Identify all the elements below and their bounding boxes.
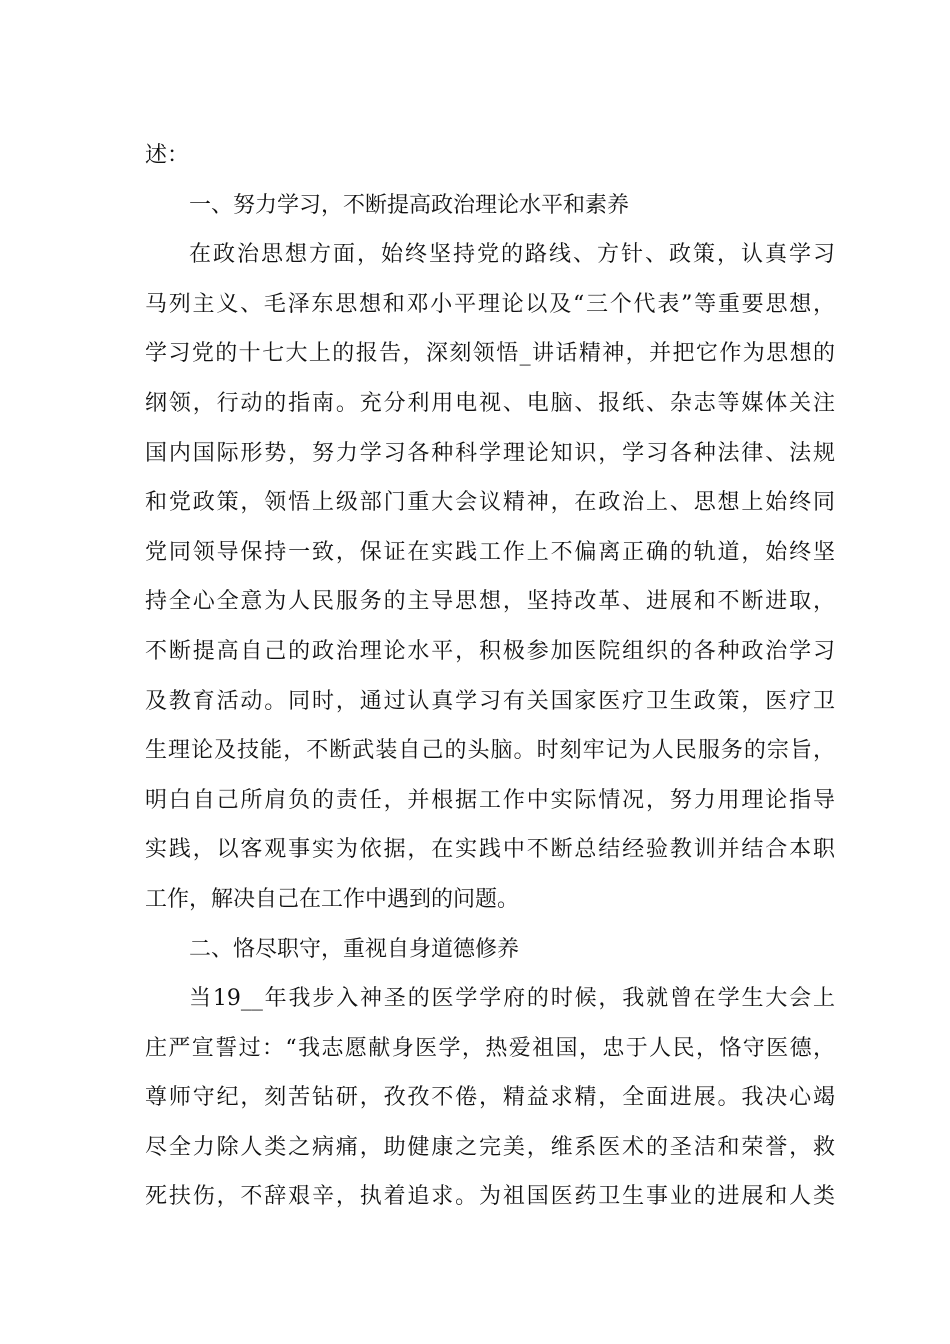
text-line: 不断提高自己的政治理论水平，积极参加医院组织的各种政治学习 <box>145 638 835 664</box>
text-line: 明白自己所肩负的责任，并根据工作中实际情况，努力用理论指导 <box>145 787 835 813</box>
text-line: 和党政策，领悟上级部门重大会议精神，在政治上、思想上始终同 <box>145 490 835 516</box>
text-line: 及教育活动。同时，通过认真学习有关国家医疗卫生政策，医疗卫 <box>145 688 835 714</box>
text-line: 一、努力学习，不断提高政治理论水平和素养 <box>189 192 630 218</box>
text-line: 庄严宣誓过：“我志愿献身医学，热爱祖国，忠于人民，恪守医德， <box>145 1035 835 1061</box>
text-line: 实践，以客观事实为依据，在实践中不断总结经验教训并结合本职 <box>145 837 835 863</box>
text-line: 持全心全意为人民服务的主导思想，坚持改革、进展和不断进取， <box>145 589 835 615</box>
document-body <box>145 131 835 1222</box>
text-line: 死扶伤，不辞艰辛，执着追求。为祖国医药卫生事业的进展和人类 <box>145 1184 835 1210</box>
text-line: 学习党的十七大上的报告，深刻领悟_讲话精神，并把它作为思想的 <box>145 341 835 367</box>
text-line: 党同领导保持一致，保证在实践工作上不偏离正确的轨道，始终坚 <box>145 539 835 565</box>
text-line: 二、恪尽职守，重视自身道德修养 <box>189 936 520 962</box>
text-line: 纲领，行动的指南。充分利用电视、电脑、报纸、杂志等媒体关注 <box>145 390 835 416</box>
text-line: 尽全力除人类之病痛，助健康之完美，维系医术的圣洁和荣誉，救 <box>145 1134 835 1160</box>
text-line: 尊师守纪，刻苦钻研，孜孜不倦，精益求精，全面进展。我决心竭 <box>145 1085 835 1111</box>
text-line: 述： <box>145 143 190 168</box>
text-line: 马列主义、毛泽东思想和邓小平理论以及“三个代表”等重要思想， <box>145 291 835 317</box>
text-line: 生理论及技能，不断武装自己的头脑。时刻牢记为人民服务的宗旨， <box>145 738 835 764</box>
text-line: 工作，解决自己在工作中遇到的问题。 <box>145 886 520 912</box>
text-line: 在政治思想方面，始终坚持党的路线、方针、政策，认真学习 <box>189 242 835 268</box>
text-line: 国内国际形势，努力学习各种科学理论知识，学习各种法律、法规 <box>145 440 835 466</box>
text-line: 当19__年我步入神圣的医学学府的时候，我就曾在学生大会上 <box>189 986 835 1012</box>
